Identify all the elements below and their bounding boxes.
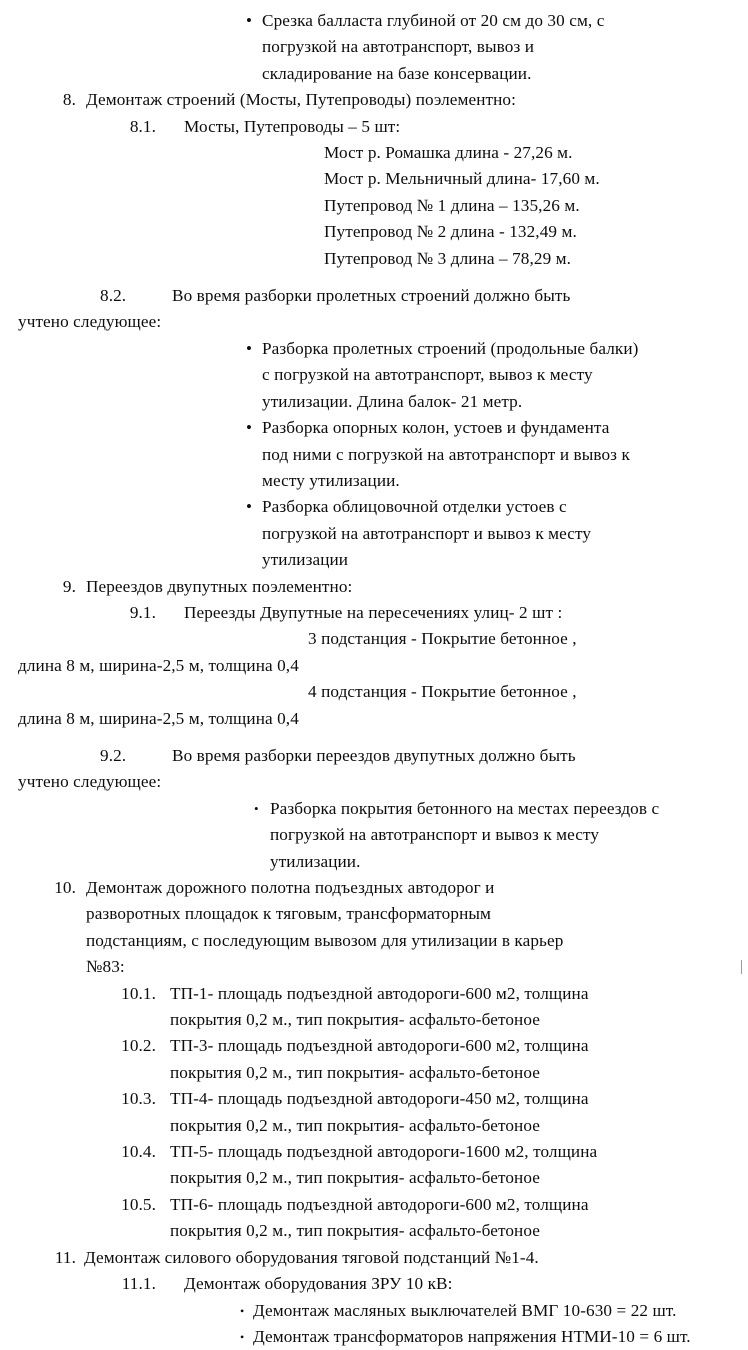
item-text: Во время разборки пролетных строений должно быть: [172, 286, 571, 306]
list-item: [240, 1324, 722, 1350]
item-text: Во время разборки переездов двупутных должно быть: [172, 745, 576, 765]
list-item: [246, 494, 722, 573]
item-number: 8.1.: [129, 116, 156, 136]
item-number: 11.: [54, 1247, 76, 1267]
item-number: 8.2.: [100, 286, 127, 306]
list-item-text: Разборка опорных колон, устоев и фундамента под ними с погрузкой на автотранспорт и вывоз к месту утилизации.: [262, 418, 630, 490]
item-text: ТП-6- площадь подъездной автодороги-600 м2, толщина покрытия 0,2 м., тип покрытия- асфальто-бетоное: [170, 1194, 589, 1241]
spacer: [18, 732, 722, 743]
item-number: 11.1.: [121, 1274, 156, 1294]
list-item: [18, 87, 722, 113]
bullet-icon: •: [246, 497, 252, 517]
item-text: Переезды Двупутные на пересечениях улиц- 2 шт :: [184, 602, 563, 622]
item-number: 9.1.: [129, 602, 156, 622]
list-item: [100, 743, 722, 769]
item-text: ТП-3- площадь подъездной автодороги-600 м2, толщина покрытия 0,2 м., тип покрытия- асфальто-бетоное: [170, 1036, 589, 1082]
bridge-entry: Мост р. Мельничный длина- 17,60 м.: [324, 169, 600, 189]
item-number: 10.2.: [121, 1036, 156, 1056]
list-item-text: Разборка покрытия бетонного на местах переездов с погрузкой на автотранспорт и вывоз к месту утилизации.: [270, 798, 660, 871]
item-number: 10.: [54, 878, 76, 897]
bullet-icon: •: [254, 800, 259, 816]
list-item-text: Срезка балласта глубиной от 20 см до 30 см, с погрузкой на автотранспорт, вывоз и складирование на базе консервации.: [262, 11, 605, 83]
list-item-text: Демонтаж трансформаторов напряжения НТМИ-10 = 6 шт.: [253, 1326, 691, 1346]
list-item: [254, 796, 722, 875]
page-edge-mark: [741, 960, 742, 974]
item-text: Демонтаж дорожного полотна подъездных автодорог и разворотных площадок к тяговым, трансформаторным подстанциям, с последующим вывозом для утилизации в карьер №83:: [86, 878, 564, 977]
list-item: [18, 600, 722, 626]
bullet-icon: •: [246, 11, 252, 30]
list-item: [240, 1298, 722, 1324]
bullet-icon: •: [246, 338, 252, 358]
crossing-entry: 4 подстанция - Покрытие бетонное ,: [308, 682, 577, 702]
list-item: [18, 114, 722, 140]
item-text: ТП-4- площадь подъездной автодороги-450 м2, толщина покрытия 0,2 м., тип покрытия- асфальто-бетоное: [170, 1089, 589, 1135]
item-number: 9.: [62, 576, 76, 596]
list-item: [18, 981, 722, 1034]
list-item: [18, 1139, 722, 1192]
item-number: 10.4.: [121, 1142, 156, 1162]
item-text: Демонтаж оборудования ЗРУ 10 кВ:: [184, 1274, 453, 1294]
crossing-entry: 3 подстанция - Покрытие бетонное ,: [308, 629, 577, 649]
list-item-text: Разборка пролетных строений (продольные балки) с погрузкой на автотранспорт, вывоз к месту утилизации. Длина балок- 21 метр.: [262, 338, 639, 411]
item-text: Демонтаж силового оборудования тяговой подстанций №1-4.: [84, 1247, 539, 1267]
list-item: [246, 415, 722, 494]
list-item: [246, 8, 722, 87]
item-number: 10.5.: [121, 1194, 156, 1214]
list-item: [18, 1086, 722, 1139]
bridge-entry: Мост р. Ромашка длина - 27,26 м.: [324, 143, 573, 163]
item-number: 10.3.: [121, 1089, 156, 1109]
bridge-entry: Путепровод № 1 длина – 135,26 м.: [324, 195, 580, 215]
crossing-entry-cont: длина 8 м, ширина-2,5 м, толщина 0,4: [18, 655, 299, 675]
list-item: [18, 1192, 722, 1245]
bullet-icon: •: [240, 1329, 245, 1344]
bullet-icon: •: [246, 418, 252, 438]
list-item: [18, 574, 722, 600]
list-item: [246, 336, 722, 415]
crossing-entry-cont: длина 8 м, ширина-2,5 м, толщина 0,4: [18, 708, 299, 728]
list-item: [18, 1033, 722, 1086]
list-item: [18, 1245, 722, 1271]
list-item-text: Демонтаж масляных выключателей ВМГ 10-630 = 22 шт.: [253, 1300, 677, 1320]
item-number: 9.2.: [100, 745, 127, 765]
item-number: 10.1.: [121, 983, 156, 1003]
item-text: Переездов двупутных поэлементно:: [86, 576, 353, 596]
item-text: Демонтаж строений (Мосты, Путепроводы) поэлементно:: [86, 90, 516, 110]
spacer: [18, 272, 722, 283]
bullet-icon: •: [240, 1303, 245, 1318]
list-item: [100, 283, 722, 309]
bridge-entries: [324, 140, 722, 272]
bridge-entry: Путепровод № 2 длина - 132,49 м.: [324, 222, 577, 242]
list-item: [18, 875, 722, 981]
item-text: ТП-5- площадь подъездной автодороги-1600 м2, толщина покрытия 0,2 м., тип покрытия- асфальто-бетоное: [170, 1142, 598, 1188]
item-text-cont: учтено следующее:: [18, 772, 162, 792]
item-number: 8.: [62, 90, 76, 110]
item-text: Мосты, Путепроводы – 5 шт:: [184, 116, 401, 136]
list-item-text: Разборка облицовочной отделки устоев с погрузкой на автотранспорт и вывоз к месту утилизации: [262, 497, 592, 570]
bridge-entry: Путепровод № 3 длина – 78,29 м.: [324, 248, 572, 268]
list-item: [18, 1271, 722, 1297]
item-text-cont: учтено следующее:: [18, 312, 162, 332]
item-text: ТП-1- площадь подъездной автодороги-600 м2, толщина покрытия 0,2 м., тип покрытия- асфальто-бетоное: [170, 983, 589, 1030]
